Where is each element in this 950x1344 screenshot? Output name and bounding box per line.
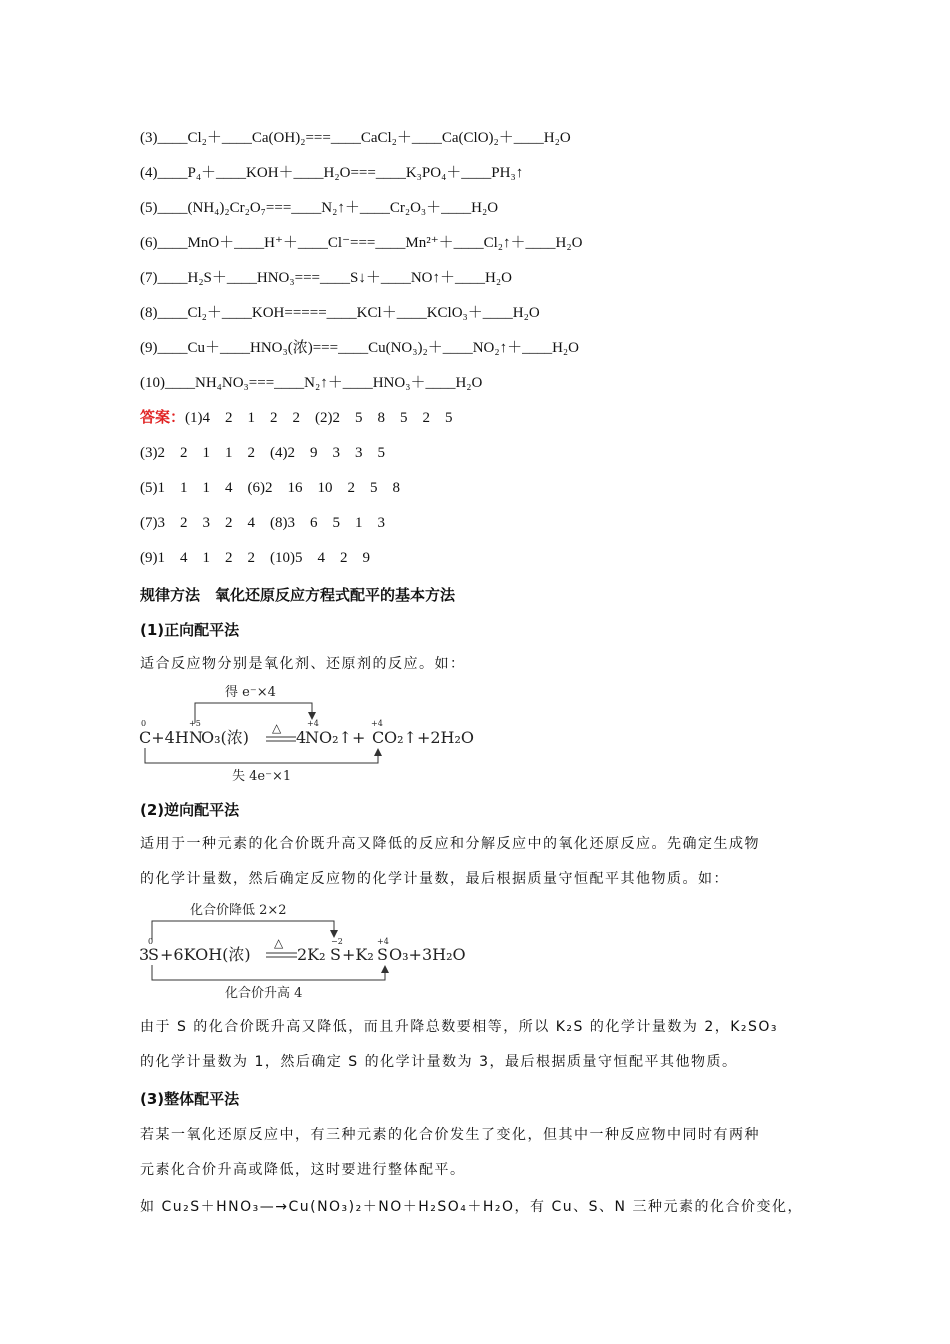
equation-8: (8)____Cl₂＋____KOH=====____KCl＋____KClO₃＋____H₂O bbox=[140, 305, 540, 321]
ox-state-s0: 0 bbox=[148, 937, 154, 946]
whole-para-3: 如 Cu₂S＋HNO₃—→Cu(NO₃)₂＋NO＋H₂SO₄＋H₂O，有 Cu、S、N 三种元素的化合价变化， bbox=[140, 1199, 803, 1215]
reverse-eq-k2: +K₂ bbox=[342, 945, 374, 964]
whole-heading: (3)整体配平法 bbox=[140, 1090, 240, 1108]
reverse-eq-s3: S bbox=[377, 945, 388, 964]
method-title: 规律方法 氧化还原反应方程式配平的基本方法 bbox=[140, 586, 456, 604]
forward-bottom-label: 失 4e⁻×1 bbox=[232, 769, 292, 784]
equation-10: (10)____NH₄NO₃===____N₂↑＋____HNO₃＋____H₂O bbox=[140, 375, 483, 391]
reverse-eq-3: 3 bbox=[139, 945, 150, 964]
ox-state-n5: +5 bbox=[189, 719, 201, 728]
answer-line-3: (5)1 1 1 4 (6)2 16 10 2 5 8 bbox=[140, 480, 400, 496]
whole-para-1: 若某一氧化还原反应中，有三种元素的化合价发生了变化，但其中一种反应物中同时有两种 bbox=[140, 1127, 760, 1143]
forward-heading: (1)正向配平法 bbox=[140, 621, 240, 639]
answer-label: 答案： bbox=[140, 410, 186, 426]
forward-eq-4: 4 bbox=[296, 728, 307, 747]
reverse-eq-s: S bbox=[148, 945, 159, 964]
forward-eq-n: N bbox=[189, 728, 203, 747]
reverse-para-3: 由于 S 的化合价既升高又降低，而且升降总数要相等，所以 K₂S 的化学计量数为 2，K₂SO₃ bbox=[140, 1019, 779, 1035]
whole-para-2: 元素化合价升高或降低，这时要进行整体配平。 bbox=[140, 1162, 466, 1178]
answer-line-5: (9)1 4 1 2 2 (10)5 4 2 9 bbox=[140, 550, 370, 566]
forward-top-label: 得 e⁻×4 bbox=[225, 685, 276, 700]
reverse-eq-s2: S bbox=[330, 945, 341, 964]
reverse-eq-koh: +6KOH(浓) bbox=[160, 945, 251, 964]
ox-state-n4: +4 bbox=[307, 719, 319, 728]
ox-state-s4: +4 bbox=[377, 937, 389, 946]
forward-eq-co: C bbox=[372, 728, 385, 747]
forward-eq-no2: NO₂↑+ bbox=[305, 728, 366, 747]
ox-state-c0: 0 bbox=[141, 719, 147, 728]
reverse-para-2: 的化学计量数，然后确定反应物的化学计量数，最后根据质量守恒配平其他物质。如： bbox=[140, 871, 729, 887]
equation-3: (3)____Cl₂＋____Ca(OH)₂===____CaCl₂＋____Ca(ClO)₂＋____H₂O bbox=[140, 130, 571, 146]
equation-6: (6)____MnO＋____H⁺＋____Cl⁻===____Mn²⁺＋____Cl₂↑＋____H₂O bbox=[140, 235, 583, 251]
answer-line-4: (7)3 2 3 2 4 (8)3 6 5 1 3 bbox=[140, 515, 385, 531]
reverse-para-4: 的化学计量数为 1，然后确定 S 的化学计量数为 3，最后根据质量守恒配平其他物质。 bbox=[140, 1054, 738, 1070]
reverse-para-1: 适用于一种元素的化合价既升高又降低的反应和分解反应中的氧化还原反应。先确定生成物 bbox=[140, 836, 760, 852]
reverse-bottom-label: 化合价升高 4 bbox=[225, 986, 303, 1001]
forward-eq-c: C+4H bbox=[139, 728, 189, 747]
equation-5: (5)____(NH₄)₂Cr₂O₇===____N₂↑＋____Cr₂O₃＋____H₂O bbox=[140, 200, 499, 216]
ox-state-s-minus2: −2 bbox=[331, 937, 343, 946]
ox-state-c4: +4 bbox=[371, 719, 383, 728]
heat-delta: △ bbox=[274, 936, 284, 950]
answer-values: (1)4 2 1 2 2 (2)2 5 8 5 2 5 bbox=[185, 410, 453, 426]
reverse-eq-tail: O₃+3H₂O bbox=[389, 945, 466, 964]
answer-line-2: (3)2 2 1 1 2 (4)2 9 3 3 5 bbox=[140, 445, 385, 461]
reverse-eq-2k2: 2K₂ bbox=[297, 945, 326, 964]
reverse-top-label: 化合价降低 2×2 bbox=[190, 903, 287, 918]
heat-delta: △ bbox=[272, 721, 282, 735]
reverse-heading: (2)逆向配平法 bbox=[140, 801, 240, 819]
forward-desc: 适合反应物分别是氧化剂、还原剂的反应。如： bbox=[140, 656, 466, 672]
forward-eq-rest: O₂↑+2H₂O bbox=[384, 728, 475, 747]
equation-4: (4)____P₄＋____KOH＋____H₂O===____K₃PO₄＋____PH₃↑ bbox=[140, 165, 524, 181]
equation-7: (7)____H₂S＋____HNO₃===____S↓＋____NO↑＋____H₂O bbox=[140, 270, 512, 286]
forward-eq-o3: O₃(浓) bbox=[201, 728, 250, 747]
equation-9: (9)____Cu＋____HNO₃(浓)===____Cu(NO₃)₂＋____NO₂↑＋____H₂O bbox=[140, 340, 579, 356]
